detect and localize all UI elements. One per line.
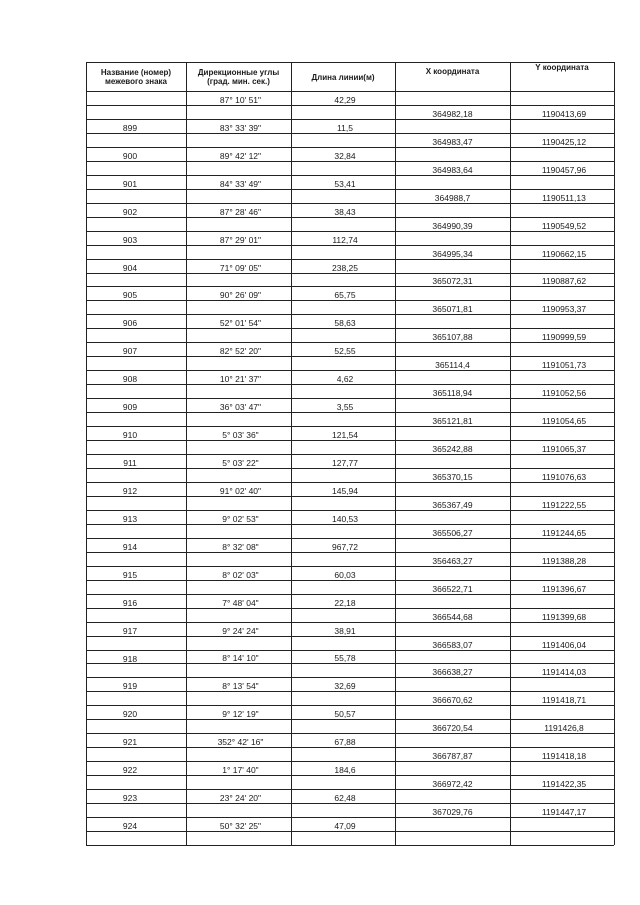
direction-angle: 8° 02' 03" [222, 570, 259, 580]
line-length: 11,5 [337, 123, 353, 133]
boundary-point-name: 908 [122, 374, 138, 384]
boundary-point-name: 921 [122, 737, 138, 747]
line-length: 22,18 [334, 598, 356, 608]
direction-angle: 1° 17' 40" [222, 765, 259, 775]
x-coordinate: 365242,88 [432, 444, 473, 454]
x-coordinate: 364983,64 [432, 165, 473, 175]
row-line [86, 538, 614, 539]
x-coordinate: 364982,18 [432, 109, 473, 119]
direction-angle: 87° 29' 01" [219, 235, 262, 245]
row-line [86, 803, 614, 804]
boundary-point-name: 915 [122, 570, 138, 580]
direction-angle: 9° 12' 19" [222, 709, 259, 719]
direction-angle: 52° 01' 54" [219, 318, 262, 328]
line-length: 58,63 [334, 318, 356, 328]
boundary-point-name: 923 [122, 793, 138, 803]
x-coordinate: 366522,71 [432, 584, 473, 594]
line-length: 60,03 [334, 570, 356, 580]
y-coordinate: 1190413,69 [541, 109, 587, 119]
column-header: Y координата [535, 63, 589, 72]
y-coordinate: 1191244,65 [541, 528, 587, 538]
row-line [86, 719, 614, 720]
y-coordinate: 1191051,73 [541, 360, 587, 370]
row-line [86, 133, 614, 134]
direction-angle: 50° 32' 25" [219, 821, 262, 831]
row-line [86, 370, 614, 371]
x-coordinate: 366720,54 [432, 723, 473, 733]
x-coordinate: 366638,27 [432, 667, 473, 677]
boundary-point-name: 917 [122, 626, 138, 636]
y-coordinate: 1190511,13 [542, 193, 586, 203]
header-bottom-border [86, 91, 614, 92]
boundary-point-name: 907 [122, 346, 138, 356]
row-line [86, 761, 614, 762]
y-coordinate: 1190953,37 [541, 304, 587, 314]
direction-angle: 87° 28' 46" [219, 207, 262, 217]
row-line [86, 454, 614, 455]
x-coordinate: 364988,7 [434, 193, 471, 203]
x-coordinate: 364990,39 [432, 221, 473, 231]
boundary-point-name: 913 [122, 514, 138, 524]
line-length: 967,72 [332, 542, 358, 552]
x-coordinate: 366670,62 [432, 695, 473, 705]
row-line [86, 398, 614, 399]
direction-angle: 83° 33' 39" [219, 123, 262, 133]
direction-angle: 5° 03' 22" [222, 458, 259, 468]
y-coordinate: 1191388,28 [541, 556, 587, 566]
row-line [86, 705, 614, 706]
y-coordinate: 1191418,71 [541, 695, 587, 705]
boundary-point-name: 910 [122, 430, 138, 440]
line-length: 65,75 [334, 290, 356, 300]
y-coordinate: 1191414,03 [541, 667, 587, 677]
x-coordinate: 365118,94 [432, 388, 473, 398]
boundary-point-name: 902 [122, 207, 138, 217]
line-length: 140,53 [332, 514, 358, 524]
column-header: X координата [425, 67, 480, 76]
row-line [86, 650, 614, 651]
row-line [86, 300, 614, 301]
line-length: 127,77 [332, 458, 358, 468]
y-coordinate: 1191076,63 [541, 472, 587, 482]
row-line [86, 105, 614, 106]
y-coordinate: 1190457,96 [541, 165, 587, 175]
boundary-point-name: 912 [122, 486, 138, 496]
row-line [86, 747, 614, 748]
direction-angle: 23° 24' 20" [219, 793, 262, 803]
row-line [86, 817, 614, 818]
x-coordinate: 365506,27 [432, 528, 473, 538]
y-coordinate: 1190887,62 [541, 276, 587, 286]
x-coordinate: 365370,15 [432, 472, 473, 482]
line-length: 42,29 [334, 95, 356, 105]
direction-angle: 90° 26' 09" [219, 290, 262, 300]
boundary-point-name: 904 [122, 263, 138, 273]
row-line [86, 552, 614, 553]
direction-angle: 8° 14' 10" [222, 653, 259, 663]
x-coordinate: 365121,81 [432, 416, 473, 426]
y-coordinate: 1191406,04 [541, 640, 587, 650]
line-length: 4,62 [336, 374, 354, 384]
row-line [86, 496, 614, 497]
row-line [86, 789, 614, 790]
x-coordinate: 366583,07 [432, 640, 473, 650]
row-line [86, 691, 614, 692]
x-coordinate: 366787,87 [432, 751, 473, 761]
y-coordinate: 1191399,68 [541, 612, 587, 622]
column-divider [614, 62, 615, 845]
line-length: 53,41 [334, 179, 356, 189]
row-line [86, 273, 614, 274]
y-coordinate: 1190549,52 [541, 221, 587, 231]
direction-angle: 84° 33' 49" [219, 179, 262, 189]
row-line [86, 384, 614, 385]
direction-angle: 91° 02' 40" [219, 486, 262, 496]
line-length: 62,48 [334, 793, 356, 803]
boundary-point-name: 922 [122, 765, 138, 775]
row-line [86, 161, 614, 162]
row-line [86, 594, 614, 595]
boundary-point-name: 920 [122, 709, 138, 719]
row-line [86, 482, 614, 483]
boundary-point-name: 918 [122, 654, 138, 664]
y-coordinate: 1191054,65 [541, 416, 587, 426]
boundary-point-name: 909 [122, 402, 138, 412]
row-line [86, 231, 614, 232]
line-length: 47,09 [334, 821, 356, 831]
row-line [86, 636, 614, 637]
y-coordinate: 1190999,59 [541, 332, 587, 342]
row-line [86, 677, 614, 678]
row-line [86, 566, 614, 567]
row-line [86, 259, 614, 260]
x-coordinate: 365367,49 [432, 500, 473, 510]
direction-angle: 71° 09' 05" [219, 263, 262, 273]
line-length: 55,78 [334, 653, 356, 663]
y-coordinate: 1191222,55 [541, 500, 587, 510]
row-line [86, 468, 614, 469]
row-line [86, 510, 614, 511]
row-line [86, 426, 614, 427]
y-coordinate: 1190425,12 [541, 137, 587, 147]
boundary-point-name: 899 [122, 123, 138, 133]
direction-angle: 8° 32' 08" [222, 542, 259, 552]
y-coordinate: 1191052,56 [541, 388, 587, 398]
x-coordinate: 365107,88 [432, 332, 473, 342]
row-line [86, 580, 614, 581]
row-line [86, 314, 614, 315]
row-line [86, 440, 614, 441]
y-coordinate: 1191426,8 [544, 723, 584, 733]
x-coordinate: 365071,81 [432, 304, 473, 314]
boundary-point-name: 914 [122, 542, 138, 552]
column-header: Дирекционные углы (град. мин. сек.) [197, 68, 280, 86]
boundary-point-name: 919 [122, 681, 138, 691]
boundary-point-name: 905 [122, 290, 138, 300]
x-coordinate: 365114,4 [435, 360, 470, 370]
y-coordinate: 1191422,35 [541, 779, 587, 789]
row-line [86, 356, 614, 357]
row-line [86, 608, 614, 609]
row-line [86, 328, 614, 329]
direction-angle: 36° 03' 47" [219, 402, 262, 412]
x-coordinate: 364995,34 [432, 249, 473, 259]
row-line [86, 412, 614, 413]
direction-angle: 10° 21' 37" [219, 374, 262, 384]
line-length: 38,43 [334, 207, 356, 217]
y-coordinate: 1191065,37 [541, 444, 587, 454]
row-line [86, 663, 614, 664]
x-coordinate: 367029,76 [432, 807, 473, 817]
boundary-point-name: 906 [122, 318, 138, 328]
line-length: 184,6 [334, 765, 356, 775]
row-line [86, 342, 614, 343]
x-coordinate: 366544,68 [432, 612, 473, 622]
boundary-point-name: 924 [122, 821, 138, 831]
line-length: 121,54 [332, 430, 358, 440]
column-header: Название (номер) межевого знака [100, 68, 172, 86]
y-coordinate: 1190662,15 [541, 249, 587, 259]
line-length: 32,69 [334, 681, 356, 691]
row-line [86, 286, 614, 287]
direction-angle: 8° 13' 54" [222, 681, 259, 691]
y-coordinate: 1191396,67 [541, 584, 587, 594]
row-line [86, 217, 614, 218]
boundary-point-name: 901 [122, 179, 138, 189]
boundary-point-name: 903 [122, 235, 138, 245]
direction-angle: 87° 10' 51" [219, 95, 262, 105]
row-line [86, 524, 614, 525]
row-line [86, 245, 614, 246]
column-header: Длина линии(м) [311, 73, 375, 82]
row-line [86, 147, 614, 148]
row-line [86, 203, 614, 204]
row-line [86, 775, 614, 776]
direction-angle: 89° 42' 12" [219, 151, 262, 161]
line-length: 67,88 [334, 737, 356, 747]
direction-angle: 9° 02' 53" [222, 514, 259, 524]
row-line [86, 831, 614, 832]
y-coordinate: 1191418,18 [541, 751, 587, 761]
row-line [86, 175, 614, 176]
line-length: 38,91 [334, 626, 356, 636]
line-length: 145,94 [332, 486, 358, 496]
row-line [86, 622, 614, 623]
x-coordinate: 366972,42 [432, 779, 473, 789]
row-line [86, 733, 614, 734]
boundary-point-name: 900 [122, 151, 138, 161]
direction-angle: 7° 48' 04" [222, 598, 259, 608]
line-length: 3,55 [336, 402, 354, 412]
line-length: 112,74 [332, 235, 358, 245]
line-length: 238,25 [332, 263, 358, 273]
x-coordinate: 356463,27 [432, 556, 473, 566]
x-coordinate: 365072,31 [432, 276, 473, 286]
direction-angle: 82° 52' 20" [219, 346, 262, 356]
y-coordinate: 1191447,17 [541, 807, 587, 817]
line-length: 52,55 [334, 346, 356, 356]
table-bottom-border [86, 845, 614, 846]
line-length: 32,84 [334, 151, 356, 161]
boundary-point-name: 911 [123, 458, 137, 468]
direction-angle: 352° 42' 16" [217, 737, 264, 747]
line-length: 50,57 [334, 709, 356, 719]
row-line [86, 189, 614, 190]
boundary-point-name: 916 [122, 598, 138, 608]
direction-angle: 9° 24' 24" [222, 626, 259, 636]
x-coordinate: 364983,47 [432, 137, 473, 147]
direction-angle: 5° 03' 36" [222, 430, 259, 440]
row-line [86, 119, 614, 120]
